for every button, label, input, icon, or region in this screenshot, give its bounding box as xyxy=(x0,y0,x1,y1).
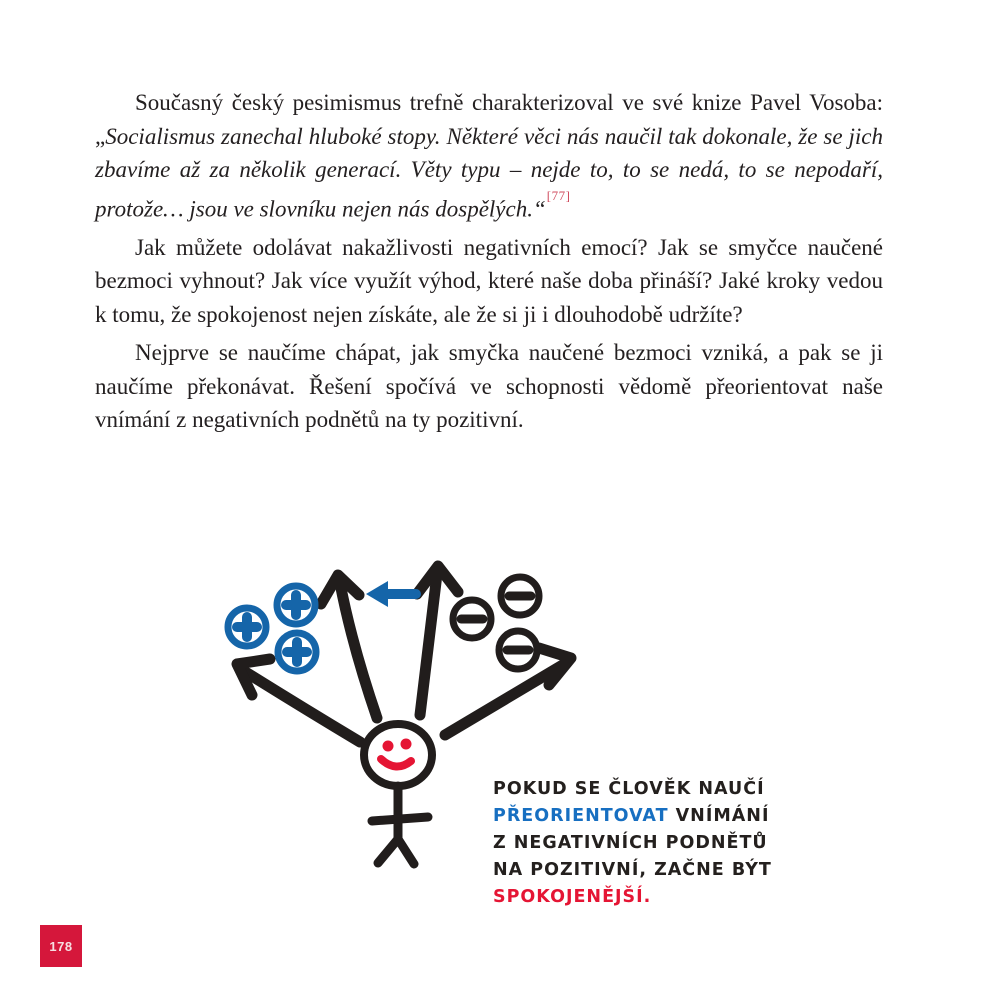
footnote-reference: [77] xyxy=(546,187,571,203)
page-number: 178 xyxy=(49,938,73,954)
minus-circle-icon xyxy=(499,631,537,669)
body-text xyxy=(95,86,883,442)
stick-figure-arms xyxy=(372,817,428,821)
paragraph-1-quote-italic: Socialismus zanechal hluboké stopy. Některé věci nás naučil tak dokonale, že se jich zbavíme až za několik generací. Věty typu – nejde to, to se nedá, to se nepodaří, protože… jsou ve slovníku nejen nás dospělých.“ xyxy=(95,123,883,222)
paragraph-1 xyxy=(95,86,883,226)
stick-figure xyxy=(364,724,432,864)
paragraph-3: Nejprve se naučíme chápat, jak smyčka naučené bezmoci vzniká, a pak se ji naučíme překonávat. Řešení spočívá ve schopnosti vědomě přeorientovat naše vnímání z negativních podnětů na ty pozitivní. xyxy=(95,340,883,433)
annotation-highlight-blue: PŘEORIENTOVAT xyxy=(493,806,669,826)
stick-figure-eye xyxy=(383,741,394,752)
annotation-line: Z NEGATIVNÍCH PODNĚTŮ xyxy=(493,833,768,853)
page-number-badge xyxy=(40,925,82,967)
plus-circle-icon xyxy=(277,586,315,624)
paragraph-2: Jak můžete odolávat nakažlivosti negativních emocí? Jak se smyčce naučené bezmoci vyhnout? Jak více využít výhod, které naše doba přináší? Jaké kroky vedou k tomu, že spokojenost nejen získáte, ale že si ji i dlouhodobě udržíte? xyxy=(95,234,883,327)
stick-figure-legs xyxy=(378,839,414,864)
minus-circle-icon xyxy=(501,577,539,615)
paragraph-1-roman: Současný český pesimismus trefně charakterizoval ve své knize Pavel Vosoba: „ xyxy=(95,90,883,149)
annotation-line: POKUD SE ČLOVĚK NAUČÍ xyxy=(493,779,765,799)
annotation-line: NA POZITIVNÍ, ZAČNE BÝT xyxy=(493,860,772,880)
plus-circle-icon xyxy=(228,608,266,646)
arrow-up-far-right-icon xyxy=(445,648,571,735)
blue-arrow-left-icon xyxy=(366,581,416,607)
arrow-up-mid-left-icon xyxy=(321,575,377,718)
annotation-line xyxy=(493,884,823,911)
arrow-up-mid-right-icon xyxy=(417,566,458,715)
plus-circle-icon xyxy=(278,633,316,671)
stick-figure-head xyxy=(364,724,432,786)
stick-figure-eye xyxy=(401,739,412,750)
minus-circle-icon xyxy=(453,600,491,638)
annotation-line: PŘEORIENTOVAT VNÍMÁNÍ xyxy=(493,806,770,826)
annotation-highlight-red: SPOKOJENĚJŠÍ. xyxy=(493,887,652,907)
handwritten-annotation xyxy=(493,776,823,911)
